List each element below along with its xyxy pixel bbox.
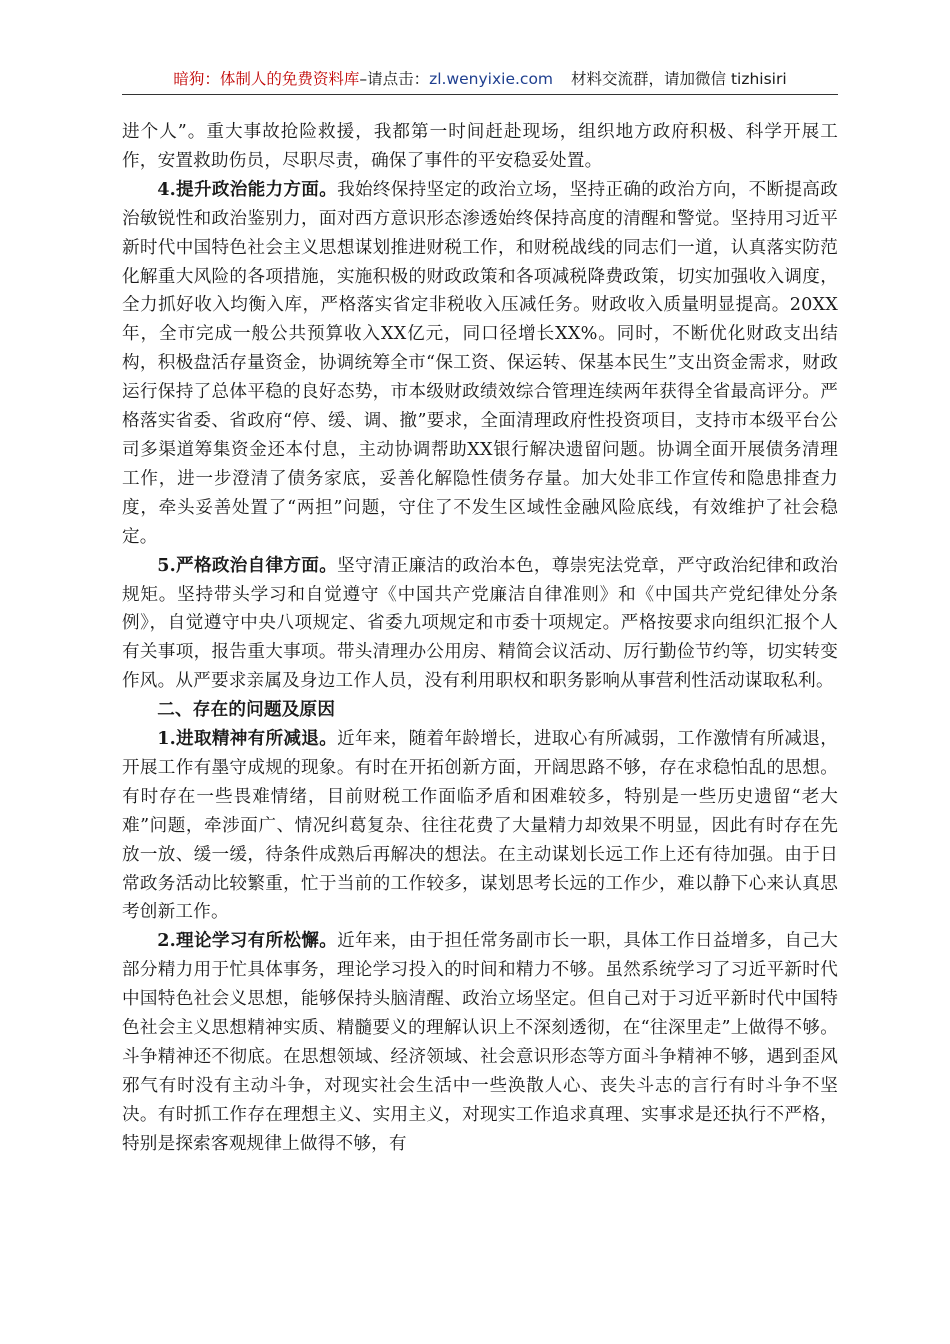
header-prompt: –请点击： bbox=[359, 70, 430, 88]
header-url-link[interactable]: zl.wenyixie.com bbox=[429, 70, 554, 88]
paragraph-heading: 2.理论学习有所松懈。 bbox=[157, 930, 338, 952]
section-heading: 二、存在的问题及原因 bbox=[157, 699, 336, 721]
page-header bbox=[122, 66, 838, 95]
header-contact: 材料交流群，请加微信 tizhisiri bbox=[571, 70, 787, 88]
document-body bbox=[122, 118, 838, 1159]
paragraph: 1.进取精神有所减退。近年来，随着年龄增长，进取心有所减弱，工作激情有所减退，开展工作有墨守成规的现象。有时在开拓创新方面，开阔思路不够，存在求稳怕乱的思想。有时存在一些畏难情绪，目前财税工作面临矛盾和困难较多，特别是一些历史遗留“老大难”问题，牵涉面广、情况纠葛复杂、往往花费了大量精力却效果不明显，因此有时存在先放一放、缓一缓，待条件成熟后再解决的想法。在主动谋划长远工作上还有待加强。由于日常政务活动比较繁重，忙于当前的工作较多，谋划思考长远的工作少，难以静下心来认真思考创新工作。 bbox=[122, 728, 838, 923]
paragraph: 进个人”。重大事故抢险救援，我都第一时间赶赴现场，组织地方政府积极、科学开展工作，安置救助伤员，尽职尽责，确保了事件的平安稳妥处置。 bbox=[122, 122, 838, 171]
header-brand: 暗狗：体制人的免费资料库 bbox=[173, 70, 360, 88]
paragraph: 5.严格政治自律方面。坚守清正廉洁的政治本色，尊崇宪法党章，严守政治纪律和政治规矩。坚持带头学习和自觉遵守《中国共产党廉洁自律准则》和《中国共产党纪律处分条例》，自觉遵守中央八项规定、省委九项规定和市委十项规定。严格按要求向组织汇报个人有关事项，报告重大事项。带头清理办公用房、精简会议活动、厉行勤俭节约等，切实转变作风。从严要求亲属及身边工作人员，没有利用职权和职务影响从事营利性活动谋取私利。 bbox=[122, 554, 838, 692]
paragraph-heading: 1.进取精神有所减退。 bbox=[157, 728, 338, 750]
paragraph-heading: 4.提升政治能力方面。 bbox=[157, 178, 338, 200]
paragraph: 2.理论学习有所松懈。近年来，由于担任常务副市长一职，具体工作日益增多，自己大部分精力用于忙具体事务，理论学习投入的时间和精力不够。虽然系统学习了习近平新时代中国特色社会义思想，能够保持头脑清醒、政治立场坚定。但自己对于习近平新时代中国特色社会主义思想精神实质、精髓要义的理解认识上不深刻透彻，在“往深里走”上做得不够。斗争精神还不彻底。在思想领域、经济领域、社会意识形态等方面斗争精神不够，遇到歪风邪气有时没有主动斗争，对现实社会生活中一些涣散人心、丧失斗志的言行有时斗争不坚决。有时抓工作存在理想主义、实用主义，对现实工作追求真理、实事求是还执行不严格，特别是探索客观规律上做得不够，有 bbox=[122, 930, 838, 1154]
paragraph-heading: 5.严格政治自律方面。 bbox=[157, 554, 338, 576]
paragraph: 4.提升政治能力方面。我始终保持坚定的政治立场，坚持正确的政治方向，不断提高政治敏锐性和政治鉴别力，面对西方意识形态渗透始终保持高度的清醒和警觉。坚持用习近平新时代中国特色社会主义思想谋划推进财税工作，和财税战线的同志们一道，认真落实防范化解重大风险的各项措施，实施积极的财政政策和各项减税降费政策，切实加强收入调度，全力抓好收入均衡入库，严格落实省定非税收入压减任务。财政收入质量明显提高。20XX年，全市完成一般公共预算收入XX亿元，同口径增长XX%。同时，不断优化财政支出结构，积极盘活存量资金，协调统筹全市“保工资、保运转、保基本民生”支出资金需求，财政运行保持了总体平稳的良好态势，市本级财政绩效综合管理连续两年获得全省最高评分。严格落实省委、省政府“停、缓、调、撤”要求，全面清理政府性投资项目，支持市本级平台公司多渠道筹集资金还本付息，主动协调帮助XX银行解决遗留问题。协调全面开展债务清理工作，进一步澄清了债务家底，妥善化解隐性债务存量。加大处非工作宣传和隐患排查力度，牵头妥善处置了“两担”问题，守住了不发生区域性金融风险底线，有效维护了社会稳定。 bbox=[122, 178, 838, 547]
